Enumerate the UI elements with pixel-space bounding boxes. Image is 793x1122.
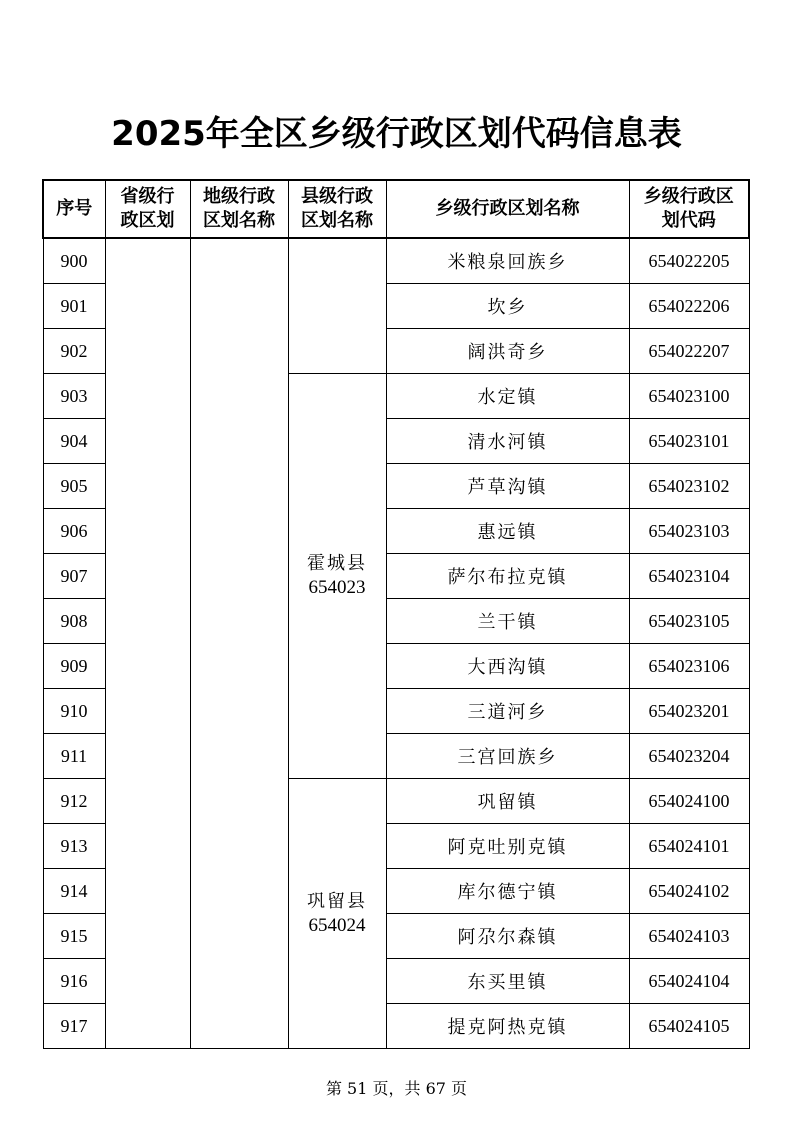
row-seq: 914: [43, 869, 105, 914]
row-town-name: 东买里镇: [386, 959, 629, 1004]
row-town-code: 654024103: [629, 914, 749, 959]
row-town-name: 芦草沟镇: [386, 464, 629, 509]
table-row: [43, 238, 749, 284]
row-town-name: 提克阿热克镇: [386, 1004, 629, 1049]
division-code-table: [42, 179, 750, 1049]
row-town-name: 清水河镇: [386, 419, 629, 464]
row-seq: 913: [43, 824, 105, 869]
row-town-code: 654024102: [629, 869, 749, 914]
county-name: 霍城县: [307, 553, 367, 574]
prefecture-cell: [190, 238, 288, 1049]
row-seq: 912: [43, 779, 105, 824]
row-seq: 907: [43, 554, 105, 599]
row-town-name: 阔洪奇乡: [386, 329, 629, 374]
row-town-name: 阿尕尔森镇: [386, 914, 629, 959]
row-town-code: 654023106: [629, 644, 749, 689]
page-footer: 第 51 页，共 67 页: [325, 1079, 468, 1098]
row-town-code: 654023102: [629, 464, 749, 509]
header-seq: 序号: [43, 180, 105, 238]
row-seq: 908: [43, 599, 105, 644]
row-town-name: 坎乡: [386, 284, 629, 329]
row-seq: 903: [43, 374, 105, 419]
row-town-name: 三道河乡: [386, 689, 629, 734]
row-town-code: 654024105: [629, 1004, 749, 1049]
province-cell: [105, 238, 190, 1049]
row-seq: 902: [43, 329, 105, 374]
row-town-name: 库尔德宁镇: [386, 869, 629, 914]
row-town-code: 654024101: [629, 824, 749, 869]
row-seq: 901: [43, 284, 105, 329]
row-town-code: 654022205: [629, 238, 749, 284]
row-town-code: 654022207: [629, 329, 749, 374]
row-town-name: 巩留镇: [386, 779, 629, 824]
row-seq: 900: [43, 238, 105, 284]
county-code: 654024: [308, 914, 366, 936]
row-town-name: 阿克吐别克镇: [386, 824, 629, 869]
row-town-code: 654024100: [629, 779, 749, 824]
page-title: 2025年全区乡级行政区划代码信息表: [111, 114, 682, 154]
row-town-name: 大西沟镇: [386, 644, 629, 689]
header-code: 乡级行政区 划代码: [629, 180, 749, 238]
header-town: 乡级行政区划名称: [386, 180, 629, 238]
row-town-name: 水定镇: [386, 374, 629, 419]
county-cell: [288, 238, 386, 374]
header-prefecture: 地级行政 区划名称: [190, 180, 288, 238]
county-cell: [288, 779, 386, 1049]
row-town-name: 米粮泉回族乡: [386, 238, 629, 284]
row-town-code: 654024104: [629, 959, 749, 1004]
row-seq: 917: [43, 1004, 105, 1049]
county-code: 654023: [308, 577, 366, 598]
row-seq: 904: [43, 419, 105, 464]
row-town-name: 萨尔布拉克镇: [386, 554, 629, 599]
row-town-code: 654022206: [629, 284, 749, 329]
header-county: 县级行政 区划名称: [288, 180, 386, 238]
row-seq: 910: [43, 689, 105, 734]
row-town-code: 654023201: [629, 689, 749, 734]
county-name: 巩留县: [307, 890, 367, 912]
row-town-code: 654023100: [629, 374, 749, 419]
row-town-name: 惠远镇: [386, 509, 629, 554]
row-seq: 915: [43, 914, 105, 959]
header-row: [43, 180, 749, 238]
row-seq: 905: [43, 464, 105, 509]
row-seq: 909: [43, 644, 105, 689]
row-town-name: 三宫回族乡: [386, 734, 629, 779]
header-province: 省级行 政区划: [105, 180, 190, 238]
row-seq: 906: [43, 509, 105, 554]
row-town-code: 654023101: [629, 419, 749, 464]
row-seq: 916: [43, 959, 105, 1004]
row-town-code: 654023105: [629, 599, 749, 644]
row-seq: 911: [43, 734, 105, 779]
row-town-code: 654023104: [629, 554, 749, 599]
row-town-name: 兰干镇: [386, 599, 629, 644]
row-town-code: 654023103: [629, 509, 749, 554]
county-cell: [288, 374, 386, 779]
row-town-code: 654023204: [629, 734, 749, 779]
